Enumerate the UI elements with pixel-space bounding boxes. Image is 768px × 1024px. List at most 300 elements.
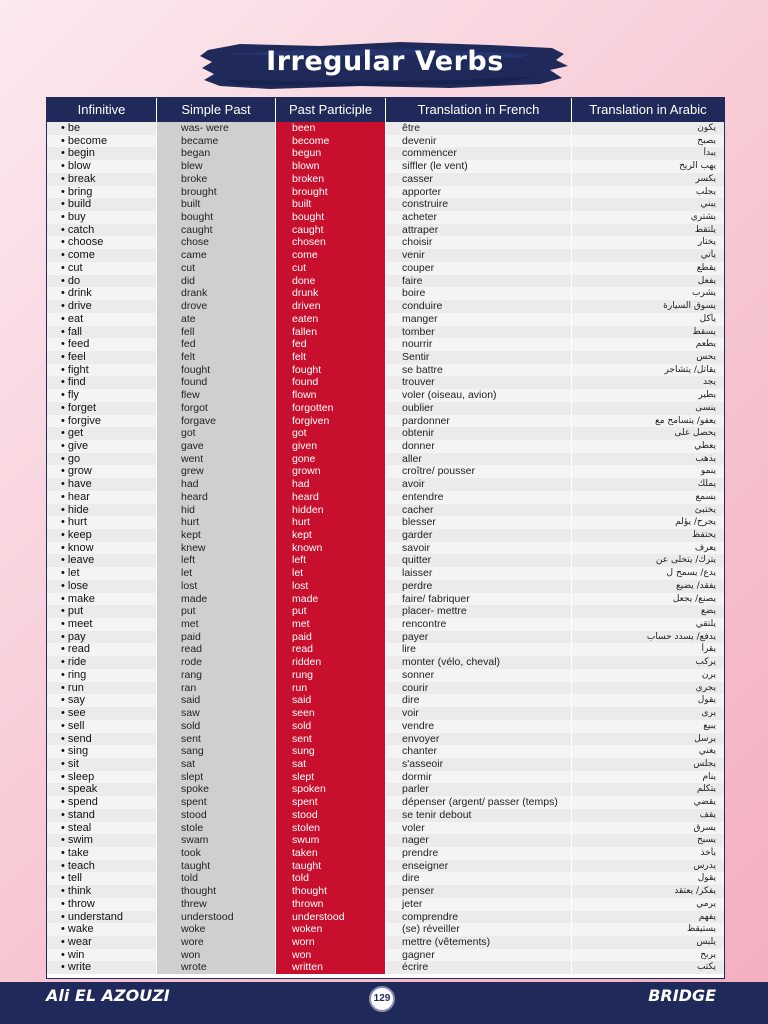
french-cell: envoyer — [386, 733, 572, 746]
arabic-cell: يرسل — [572, 733, 724, 746]
infinitive-cell: • become — [47, 135, 157, 148]
past-participle-cell: begun — [276, 147, 386, 160]
arabic-cell: يقضي — [572, 796, 724, 809]
table-row — [47, 122, 724, 135]
infinitive-cell: • begin — [47, 147, 157, 160]
french-cell: placer- mettre — [386, 605, 572, 618]
past-participle-cell: fed — [276, 338, 386, 351]
verbs-table — [46, 97, 725, 979]
author-name: Ali EL AZOUZI — [46, 986, 170, 1005]
simple-past-cell: said — [157, 694, 276, 707]
arabic-cell: يجري — [572, 682, 724, 695]
infinitive-cell: • give — [47, 440, 157, 453]
french-cell: apporter — [386, 186, 572, 199]
header-simple-past: Simple Past — [157, 98, 276, 122]
infinitive-cell: • fly — [47, 389, 157, 402]
arabic-cell: يكسر — [572, 173, 724, 186]
past-participle-cell: gone — [276, 453, 386, 466]
past-participle-cell: flown — [276, 389, 386, 402]
table-row — [47, 911, 724, 924]
past-participle-cell: forgiven — [276, 415, 386, 428]
past-participle-cell: spoken — [276, 783, 386, 796]
arabic-cell: يبدأ — [572, 147, 724, 160]
simple-past-cell: knew — [157, 542, 276, 555]
infinitive-cell: • feel — [47, 351, 157, 364]
table-row — [47, 631, 724, 644]
simple-past-cell: wore — [157, 936, 276, 949]
simple-past-cell: sent — [157, 733, 276, 746]
past-participle-cell: eaten — [276, 313, 386, 326]
past-participle-cell: ridden — [276, 656, 386, 669]
table-row — [47, 262, 724, 275]
french-cell: se tenir debout — [386, 809, 572, 822]
arabic-cell: يفقد/ يضيع — [572, 580, 724, 593]
past-participle-cell: done — [276, 275, 386, 288]
infinitive-cell: • be — [47, 122, 157, 135]
arabic-cell: يعطي — [572, 440, 724, 453]
simple-past-cell: gave — [157, 440, 276, 453]
french-cell: pardonner — [386, 415, 572, 428]
simple-past-cell: made — [157, 593, 276, 606]
infinitive-cell: • do — [47, 275, 157, 288]
arabic-cell: يعفو/ يتسامح مع — [572, 415, 724, 428]
past-participle-cell: given — [276, 440, 386, 453]
arabic-cell: ينمو — [572, 465, 724, 478]
arabic-cell: يشرب — [572, 287, 724, 300]
table-row — [47, 338, 724, 351]
simple-past-cell: won — [157, 949, 276, 962]
past-participle-cell: woken — [276, 923, 386, 936]
infinitive-cell: • drive — [47, 300, 157, 313]
arabic-cell: يجد — [572, 376, 724, 389]
simple-past-cell: sold — [157, 720, 276, 733]
french-cell: nourrir — [386, 338, 572, 351]
infinitive-cell: • hide — [47, 504, 157, 517]
infinitive-cell: • meet — [47, 618, 157, 631]
table-row — [47, 822, 724, 835]
french-cell: entendre — [386, 491, 572, 504]
simple-past-cell: saw — [157, 707, 276, 720]
table-row — [47, 160, 724, 173]
infinitive-cell: • come — [47, 249, 157, 262]
infinitive-cell: • hurt — [47, 516, 157, 529]
past-participle-cell: taught — [276, 860, 386, 873]
infinitive-cell: • spend — [47, 796, 157, 809]
infinitive-cell: • make — [47, 593, 157, 606]
french-cell: vendre — [386, 720, 572, 733]
arabic-cell: يحصل على — [572, 427, 724, 440]
arabic-cell: يربح — [572, 949, 724, 962]
table-row — [47, 516, 724, 529]
french-cell: voler — [386, 822, 572, 835]
infinitive-cell: • drink — [47, 287, 157, 300]
past-participle-cell: made — [276, 593, 386, 606]
simple-past-cell: fought — [157, 364, 276, 377]
arabic-cell: يطير — [572, 389, 724, 402]
simple-past-cell: bought — [157, 211, 276, 224]
infinitive-cell: • ride — [47, 656, 157, 669]
past-participle-cell: understood — [276, 911, 386, 924]
table-row — [47, 936, 724, 949]
infinitive-cell: • think — [47, 885, 157, 898]
table-row — [47, 402, 724, 415]
table-row — [47, 224, 724, 237]
infinitive-cell: • send — [47, 733, 157, 746]
french-cell: sonner — [386, 669, 572, 682]
french-cell: chanter — [386, 745, 572, 758]
table-row — [47, 389, 724, 402]
past-participle-cell: built — [276, 198, 386, 211]
table-row — [47, 567, 724, 580]
past-participle-cell: sent — [276, 733, 386, 746]
french-cell: commencer — [386, 147, 572, 160]
simple-past-cell: heard — [157, 491, 276, 504]
arabic-cell: يفكر/ يعتقد — [572, 885, 724, 898]
table-row — [47, 186, 724, 199]
simple-past-cell: hid — [157, 504, 276, 517]
infinitive-cell: • go — [47, 453, 157, 466]
past-participle-cell: fought — [276, 364, 386, 377]
table-row — [47, 364, 724, 377]
arabic-cell: يدع/ يسمح ل — [572, 567, 724, 580]
arabic-cell: يجلب — [572, 186, 724, 199]
simple-past-cell: sang — [157, 745, 276, 758]
french-cell: être — [386, 122, 572, 135]
past-participle-cell: come — [276, 249, 386, 262]
infinitive-cell: • get — [47, 427, 157, 440]
simple-past-cell: cut — [157, 262, 276, 275]
french-cell: parler — [386, 783, 572, 796]
arabic-cell: يدرس — [572, 860, 724, 873]
french-cell: trouver — [386, 376, 572, 389]
past-participle-cell: paid — [276, 631, 386, 644]
arabic-cell: يلبس — [572, 936, 724, 949]
simple-past-cell: slept — [157, 771, 276, 784]
table-row — [47, 885, 724, 898]
french-cell: oublier — [386, 402, 572, 415]
infinitive-cell: • find — [47, 376, 157, 389]
arabic-cell: يستيقظ — [572, 923, 724, 936]
french-cell: attraper — [386, 224, 572, 237]
arabic-cell: يكتب — [572, 961, 724, 974]
arabic-cell: يهب الريح — [572, 160, 724, 173]
french-cell: casser — [386, 173, 572, 186]
simple-past-cell: felt — [157, 351, 276, 364]
table-row — [47, 682, 724, 695]
simple-past-cell: stood — [157, 809, 276, 822]
french-cell: faire — [386, 275, 572, 288]
table-row — [47, 733, 724, 746]
infinitive-cell: • wear — [47, 936, 157, 949]
french-cell: dormir — [386, 771, 572, 784]
infinitive-cell: • buy — [47, 211, 157, 224]
infinitive-cell: • leave — [47, 554, 157, 567]
past-participle-cell: slept — [276, 771, 386, 784]
past-participle-cell: put — [276, 605, 386, 618]
past-participle-cell: brought — [276, 186, 386, 199]
french-cell: avoir — [386, 478, 572, 491]
table-row — [47, 669, 724, 682]
infinitive-cell: • see — [47, 707, 157, 720]
table-row — [47, 847, 724, 860]
arabic-cell: يأخذ — [572, 847, 724, 860]
table-row — [47, 860, 724, 873]
infinitive-cell: • take — [47, 847, 157, 860]
simple-past-cell: paid — [157, 631, 276, 644]
french-cell: blesser — [386, 516, 572, 529]
french-cell: écrire — [386, 961, 572, 974]
arabic-cell: يملك — [572, 478, 724, 491]
arabic-cell: يلتقط — [572, 224, 724, 237]
arabic-cell: يختبئ — [572, 504, 724, 517]
arabic-cell: يقول — [572, 872, 724, 885]
past-participle-cell: bought — [276, 211, 386, 224]
arabic-cell: يكون — [572, 122, 724, 135]
past-participle-cell: spent — [276, 796, 386, 809]
past-participle-cell: swum — [276, 834, 386, 847]
french-cell: venir — [386, 249, 572, 262]
french-cell: (se) réveiller — [386, 923, 572, 936]
simple-past-cell: got — [157, 427, 276, 440]
past-participle-cell: left — [276, 554, 386, 567]
table-row — [47, 961, 724, 974]
table-row — [47, 376, 724, 389]
past-participle-cell: hurt — [276, 516, 386, 529]
french-cell: devenir — [386, 135, 572, 148]
infinitive-cell: • keep — [47, 529, 157, 542]
arabic-cell: يفهم — [572, 911, 724, 924]
table-row — [47, 313, 724, 326]
french-cell: boire — [386, 287, 572, 300]
table-row — [47, 491, 724, 504]
french-cell: acheter — [386, 211, 572, 224]
arabic-cell: يصنع/ يجعل — [572, 593, 724, 606]
arabic-cell: يحتفظ — [572, 529, 724, 542]
table-row — [47, 593, 724, 606]
table-row — [47, 923, 724, 936]
infinitive-cell: • speak — [47, 783, 157, 796]
simple-past-cell: did — [157, 275, 276, 288]
past-participle-cell: cut — [276, 262, 386, 275]
simple-past-cell: took — [157, 847, 276, 860]
past-participle-cell: kept — [276, 529, 386, 542]
table-row — [47, 834, 724, 847]
past-participle-cell: found — [276, 376, 386, 389]
arabic-cell: يعرف — [572, 542, 724, 555]
past-participle-cell: met — [276, 618, 386, 631]
arabic-cell: يقاتل/ يتشاجر — [572, 364, 724, 377]
french-cell: construire — [386, 198, 572, 211]
simple-past-cell: caught — [157, 224, 276, 237]
past-participle-cell: rung — [276, 669, 386, 682]
infinitive-cell: • fall — [47, 326, 157, 339]
infinitive-cell: • sell — [47, 720, 157, 733]
simple-past-cell: woke — [157, 923, 276, 936]
infinitive-cell: • win — [47, 949, 157, 962]
french-cell: choisir — [386, 236, 572, 249]
arabic-cell: يقرأ — [572, 643, 724, 656]
simple-past-cell: stole — [157, 822, 276, 835]
infinitive-cell: • sit — [47, 758, 157, 771]
french-cell: aller — [386, 453, 572, 466]
infinitive-cell: • build — [47, 198, 157, 211]
past-participle-cell: fallen — [276, 326, 386, 339]
table-row — [47, 173, 724, 186]
arabic-cell: يأكل — [572, 313, 724, 326]
arabic-cell: يبيع — [572, 720, 724, 733]
simple-past-cell: spent — [157, 796, 276, 809]
simple-past-cell: ran — [157, 682, 276, 695]
past-participle-cell: known — [276, 542, 386, 555]
french-cell: faire/ fabriquer — [386, 593, 572, 606]
arabic-cell: يتكلم — [572, 783, 724, 796]
infinitive-cell: • catch — [47, 224, 157, 237]
table-row — [47, 211, 724, 224]
french-cell: Sentir — [386, 351, 572, 364]
past-participle-cell: run — [276, 682, 386, 695]
infinitive-cell: • lose — [47, 580, 157, 593]
infinitive-cell: • cut — [47, 262, 157, 275]
arabic-cell: ينسى — [572, 402, 724, 415]
past-participle-cell: had — [276, 478, 386, 491]
infinitive-cell: • have — [47, 478, 157, 491]
arabic-cell: يرن — [572, 669, 724, 682]
simple-past-cell: was- were — [157, 122, 276, 135]
french-cell: perdre — [386, 580, 572, 593]
infinitive-cell: • wake — [47, 923, 157, 936]
arabic-cell: يسقط — [572, 326, 724, 339]
arabic-cell: يسمع — [572, 491, 724, 504]
past-participle-cell: won — [276, 949, 386, 962]
infinitive-cell: • swim — [47, 834, 157, 847]
past-participle-cell: got — [276, 427, 386, 440]
brand-name: BRIDGE — [648, 986, 716, 1005]
table-row — [47, 504, 724, 517]
french-cell: savoir — [386, 542, 572, 555]
simple-past-cell: went — [157, 453, 276, 466]
arabic-cell: يبني — [572, 198, 724, 211]
table-row — [47, 554, 724, 567]
arabic-cell: يضع — [572, 605, 724, 618]
simple-past-cell: put — [157, 605, 276, 618]
french-cell: croître/ pousser — [386, 465, 572, 478]
arabic-cell: يسرق — [572, 822, 724, 835]
french-cell: mettre (vêtements) — [386, 936, 572, 949]
past-participle-cell: chosen — [276, 236, 386, 249]
infinitive-cell: • stand — [47, 809, 157, 822]
header-infinitive: Infinitive — [47, 98, 157, 122]
infinitive-cell: • let — [47, 567, 157, 580]
table-row — [47, 796, 724, 809]
table-row — [47, 745, 724, 758]
simple-past-cell: left — [157, 554, 276, 567]
french-cell: dire — [386, 872, 572, 885]
header-french: Translation in French — [386, 98, 572, 122]
simple-past-cell: fed — [157, 338, 276, 351]
past-participle-cell: stood — [276, 809, 386, 822]
table-row — [47, 694, 724, 707]
simple-past-cell: kept — [157, 529, 276, 542]
simple-past-cell: taught — [157, 860, 276, 873]
past-participle-cell: thrown — [276, 898, 386, 911]
arabic-cell: يركب — [572, 656, 724, 669]
infinitive-cell: • choose — [47, 236, 157, 249]
simple-past-cell: forgot — [157, 402, 276, 415]
title-banner — [200, 40, 570, 92]
past-participle-cell: blown — [276, 160, 386, 173]
french-cell: dire — [386, 694, 572, 707]
arabic-cell: يسوق السيارة — [572, 300, 724, 313]
table-row — [47, 453, 724, 466]
table-row — [47, 415, 724, 428]
infinitive-cell: • break — [47, 173, 157, 186]
infinitive-cell: • grow — [47, 465, 157, 478]
french-cell: nager — [386, 834, 572, 847]
french-cell: rencontre — [386, 618, 572, 631]
table-row — [47, 147, 724, 160]
table-row — [47, 249, 724, 262]
past-participle-cell: taken — [276, 847, 386, 860]
page-title: Irregular Verbs — [266, 46, 504, 77]
past-participle-cell: stolen — [276, 822, 386, 835]
past-participle-cell: lost — [276, 580, 386, 593]
infinitive-cell: • steal — [47, 822, 157, 835]
arabic-cell: ينام — [572, 771, 724, 784]
arabic-cell: يحس — [572, 351, 724, 364]
past-participle-cell: sung — [276, 745, 386, 758]
arabic-cell: يقف — [572, 809, 724, 822]
arabic-cell: يطعم — [572, 338, 724, 351]
table-row — [47, 326, 724, 339]
table-body — [47, 122, 724, 978]
french-cell: manger — [386, 313, 572, 326]
infinitive-cell: • blow — [47, 160, 157, 173]
simple-past-cell: broke — [157, 173, 276, 186]
french-cell: lire — [386, 643, 572, 656]
simple-past-cell: drank — [157, 287, 276, 300]
simple-past-cell: spoke — [157, 783, 276, 796]
past-participle-cell: been — [276, 122, 386, 135]
table-row — [47, 580, 724, 593]
simple-past-cell: hurt — [157, 516, 276, 529]
infinitive-cell: • bring — [47, 186, 157, 199]
infinitive-cell: • feed — [47, 338, 157, 351]
table-row — [47, 478, 724, 491]
french-cell: siffler (le vent) — [386, 160, 572, 173]
french-cell: se battre — [386, 364, 572, 377]
table-row — [47, 236, 724, 249]
table-row — [47, 135, 724, 148]
french-cell: laisser — [386, 567, 572, 580]
simple-past-cell: grew — [157, 465, 276, 478]
simple-past-cell: blew — [157, 160, 276, 173]
french-cell: couper — [386, 262, 572, 275]
french-cell: monter (vélo, cheval) — [386, 656, 572, 669]
past-participle-cell: worn — [276, 936, 386, 949]
infinitive-cell: • throw — [47, 898, 157, 911]
arabic-cell: يفعل — [572, 275, 724, 288]
arabic-cell: يرمي — [572, 898, 724, 911]
table-row — [47, 783, 724, 796]
arabic-cell: يقطع — [572, 262, 724, 275]
french-cell: obtenir — [386, 427, 572, 440]
french-cell: conduire — [386, 300, 572, 313]
table-row — [47, 949, 724, 962]
french-cell: enseigner — [386, 860, 572, 873]
infinitive-cell: • eat — [47, 313, 157, 326]
french-cell: voler (oiseau, avion) — [386, 389, 572, 402]
table-row — [47, 300, 724, 313]
